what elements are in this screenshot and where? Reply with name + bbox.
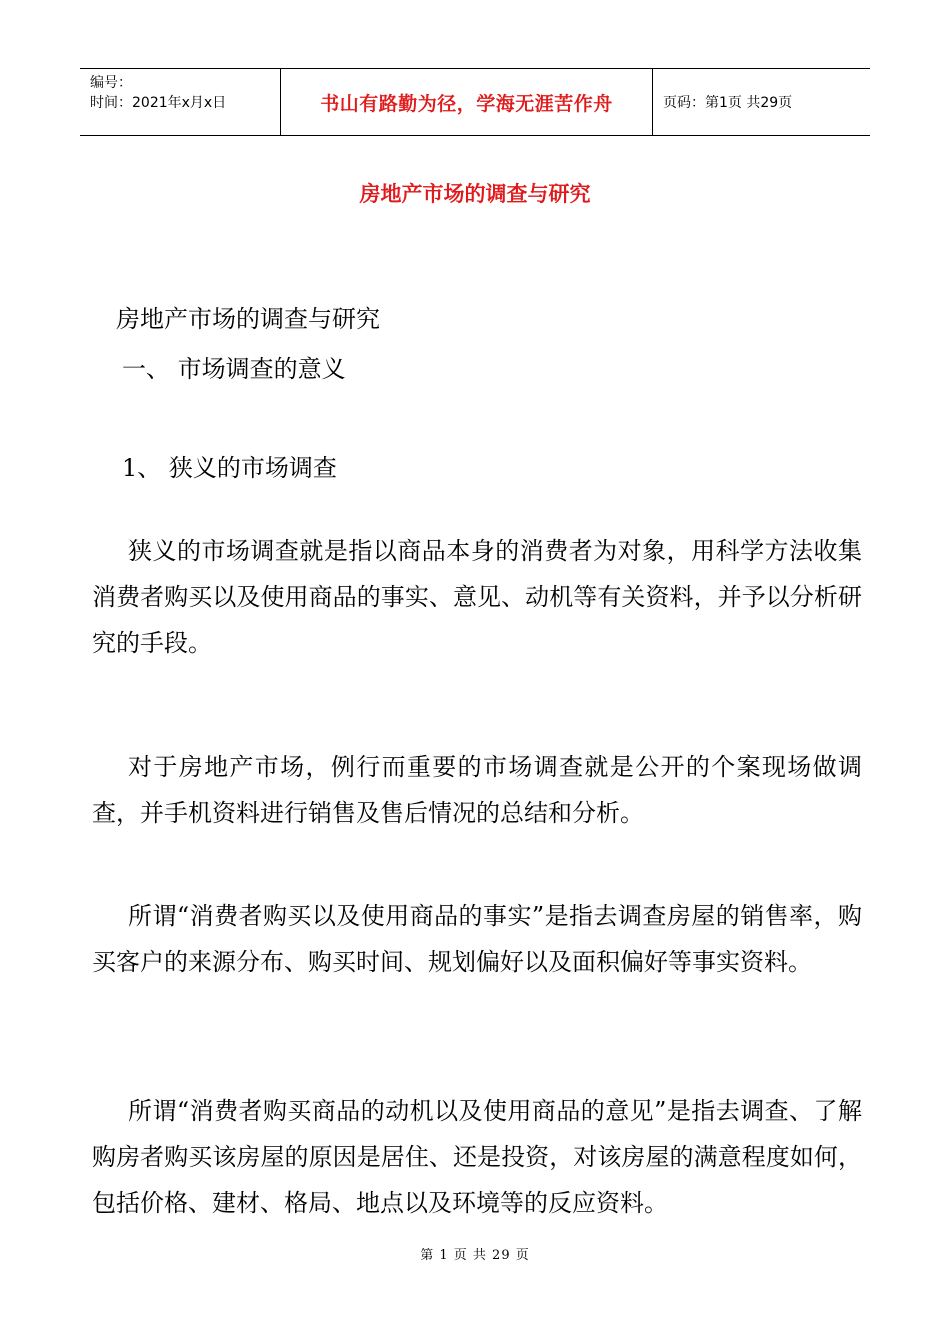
- header-page-info: 页码：第1页 共29页: [663, 95, 793, 111]
- paragraph-real-estate-survey: 对于房地产市场，例行而重要的市场调查就是公开的个案现场做调查，并手机资料进行销售及售后情况的总结和分析。: [92, 753, 862, 827]
- document-subtitle: 房地产市场的调查与研究: [116, 305, 380, 333]
- document-title: 房地产市场的调查与研究: [359, 182, 591, 206]
- header-time-label: 时间：2021年x月x日: [90, 95, 227, 111]
- paragraph-purchase-motives: 所谓“消费者购买商品的动机以及使用商品的意见”是指去调查、了解购房者购买该房屋的原因是居住、还是投资，对该房屋的满意程度如何，包括价格、建材、格局、地点以及环境等的反应资料。: [92, 1097, 862, 1217]
- page-header: [80, 68, 870, 136]
- subsection-heading: 1、 狭义的市场调查: [122, 454, 337, 482]
- paragraph-purchase-facts: 所谓“消费者购买以及使用商品的事实”是指去调查房屋的销售率，购买客户的来源分布、购买时间、规划偏好以及面积偏好等事实资料。: [92, 902, 862, 976]
- header-meta: [80, 69, 281, 135]
- section-heading: 一、 市场调查的意义: [122, 355, 346, 383]
- page-footer: 第 1 页 共 29 页: [420, 1248, 530, 1263]
- header-motto: 书山有路勤为径，学海无涯苦作舟: [281, 69, 653, 135]
- header-number-label: 编号：: [90, 75, 132, 91]
- paragraph-narrow-definition: 狭义的市场调查就是指以商品本身的消费者为对象，用科学方法收集消费者购买以及使用商品的事实、意见、动机等有关资料，并予以分析研究的手段。: [92, 537, 862, 657]
